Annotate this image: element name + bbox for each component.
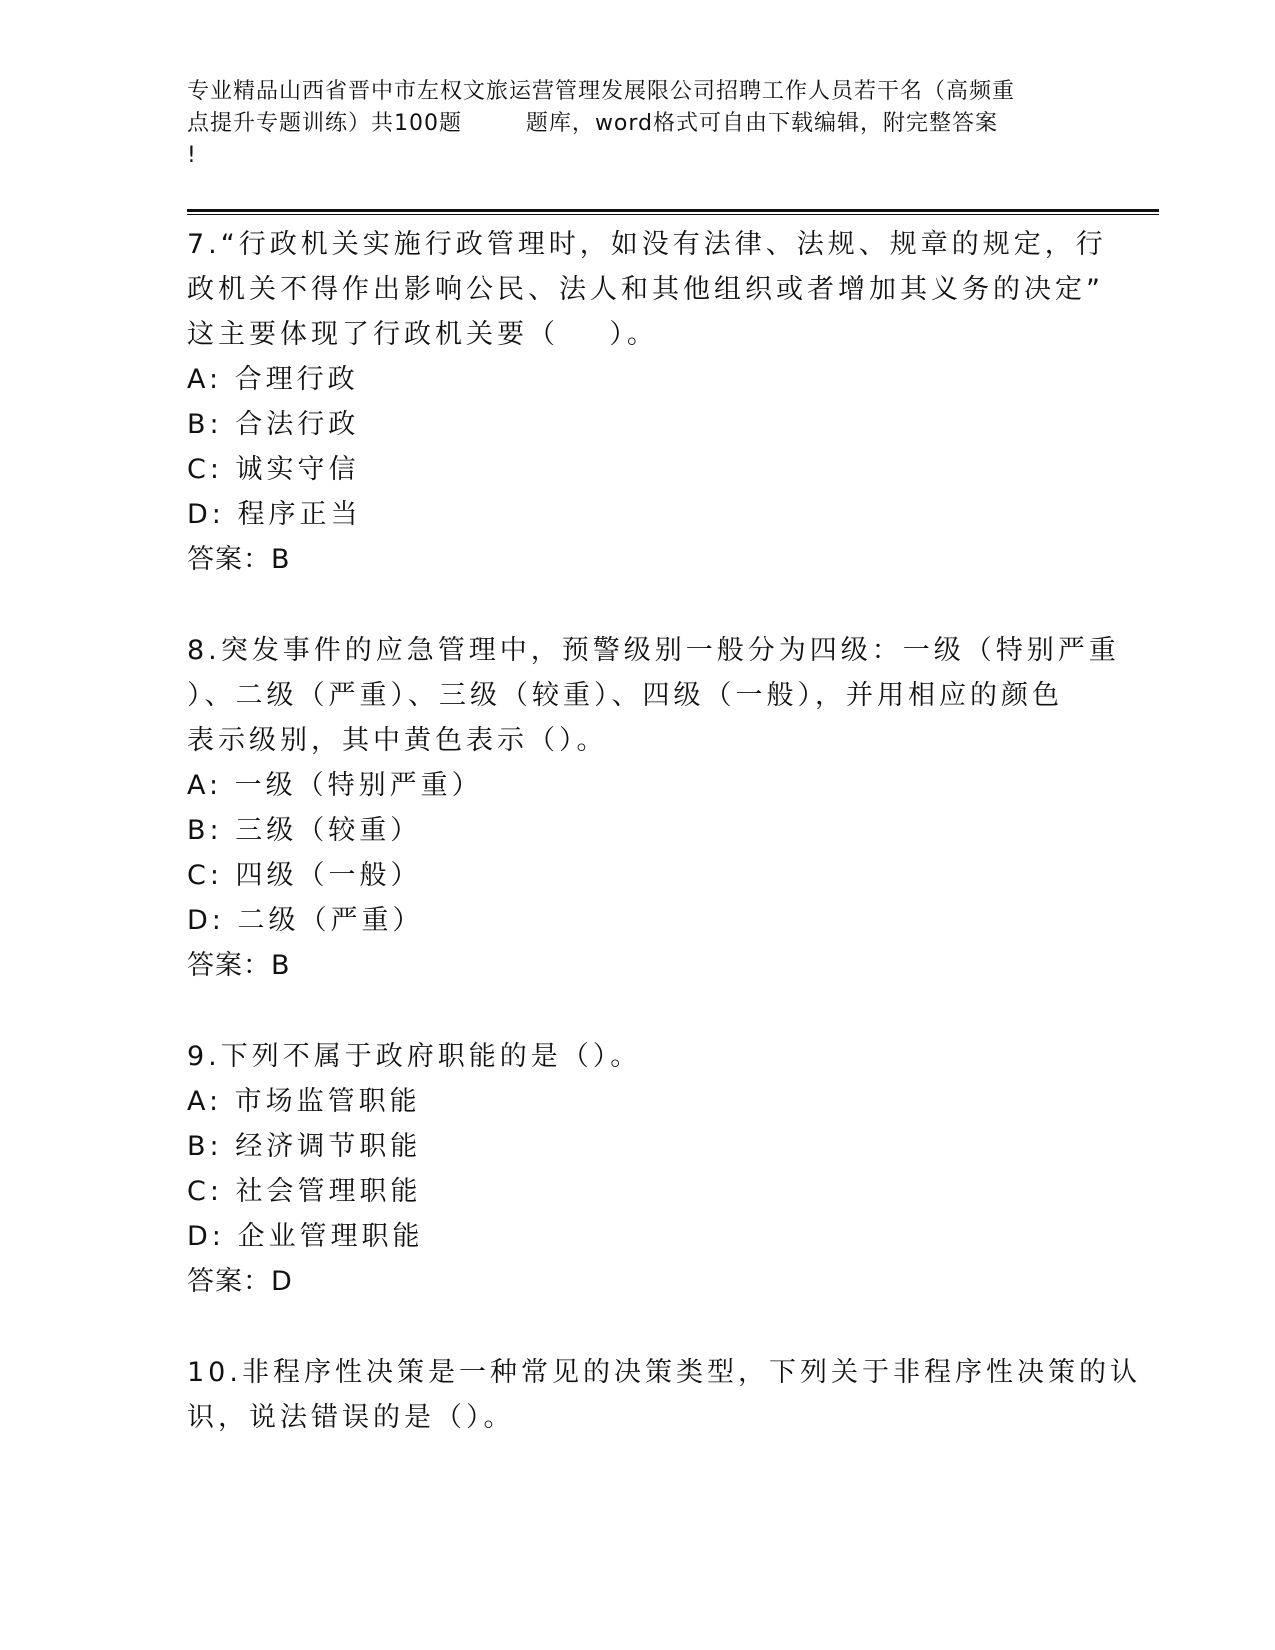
question-text: ）、二级（严重）、三级（较重）、四级（一般），并用相应的颜色: [187, 680, 1063, 711]
option-c: C: 四级（一般）: [187, 860, 422, 891]
header-line: !: [187, 143, 197, 168]
option-b: B: 三级（较重）: [187, 815, 422, 846]
header-line: 专业精品山西省晋中市左权文旅运营管理发展限公司招聘工作人员若干名（高频重: [187, 79, 1016, 104]
option-a: A: 一级（特别严重）: [187, 770, 483, 801]
option-a: A: 市场监管职能: [187, 1086, 421, 1117]
option-b: B: 经济调节职能: [187, 1131, 422, 1162]
question-8: [187, 628, 1120, 988]
answer-text: 答案：D: [187, 1266, 293, 1297]
question-list: [187, 222, 1141, 1440]
document-header: [187, 76, 1087, 172]
header-divider: [187, 209, 1159, 215]
question-text: 9.下列不属于政府职能的是（）。: [187, 1041, 642, 1072]
question-text: 政机关不得作出影响公民、法人和其他组织或者增加其义务的决定”: [187, 274, 1104, 305]
question-text: 7.“行政机关实施行政管理时，如没有法律、法规、规章的规定，行: [187, 229, 1107, 260]
question-text: 这主要体现了行政机关要（ ）。: [187, 319, 658, 350]
question-10: [187, 1350, 1141, 1440]
question-text: 10.非程序性决策是一种常见的决策类型，下列关于非程序性决策的认: [187, 1357, 1141, 1388]
option-c: C: 诚实守信: [187, 454, 360, 485]
option-a: A: 合理行政: [187, 364, 359, 395]
option-d: D: 企业管理职能: [187, 1221, 424, 1252]
question-text: 表示级别，其中黄色表示（）。: [187, 725, 608, 756]
option-b: B: 合法行政: [187, 409, 360, 440]
header-line: 点提升专题训练）共100题 题库，word格式可自由下载编辑，附完整答案: [187, 111, 999, 136]
answer-text: 答案：B: [187, 950, 291, 981]
option-d: D: 二级（严重）: [187, 905, 424, 936]
question-text: 识，说法错误的是（）。: [187, 1402, 515, 1433]
option-d: D: 程序正当: [187, 499, 362, 530]
option-c: C: 社会管理职能: [187, 1176, 422, 1207]
question-7: [187, 222, 1107, 582]
question-text: 8.突发事件的应急管理中，预警级别一般分为四级：一级（特别严重: [187, 635, 1120, 666]
answer-text: 答案：B: [187, 544, 291, 575]
question-9: [187, 1034, 1087, 1304]
